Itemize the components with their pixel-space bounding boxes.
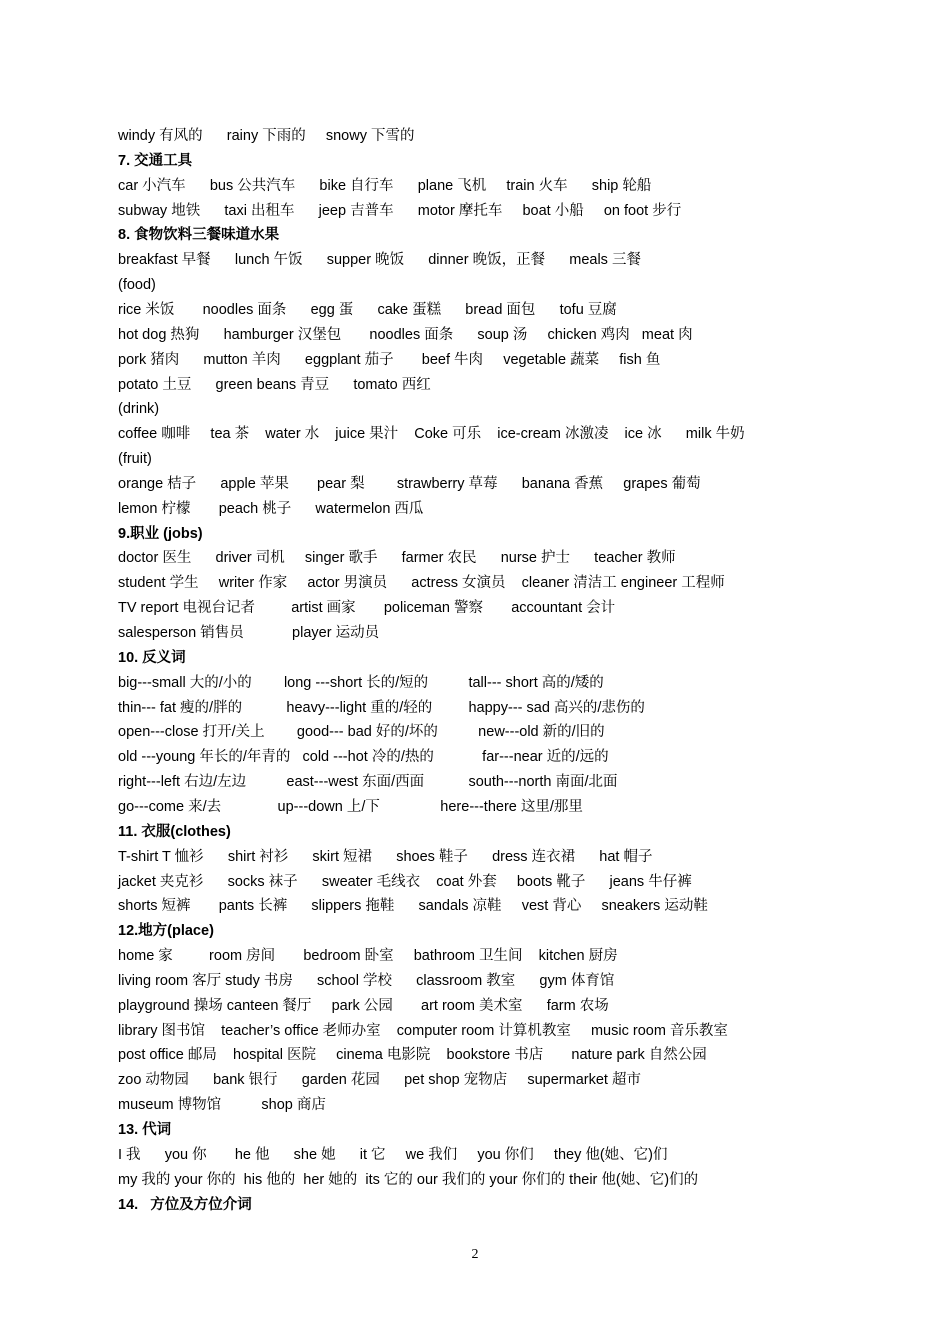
- page-number: 2: [471, 1247, 479, 1262]
- vocab-line: shorts 短裤 pants 长裤 slippers 拖鞋 sandals 凉鞋 vest 背心 sneakers 运动鞋: [118, 898, 708, 915]
- section-heading: 10. 反义词: [118, 649, 186, 666]
- vocab-line: right---left 右边/左边 east---west 东面/西面 south---north 南面/北面: [118, 774, 618, 791]
- vocab-line: subway 地铁 taxi 出租车 jeep 吉普车 motor 摩托车 boat 小船 on foot 步行: [118, 202, 682, 219]
- vocab-line: post office 邮局 hospital 医院 cinema 电影院 bookstore 书店 nature park 自然公园: [118, 1047, 707, 1064]
- vocab-line: potato 土豆 green beans 青豆 tomato 西红: [118, 376, 431, 393]
- vocab-line: lemon 柠檬 peach 桃子 watermelon 西瓜: [118, 500, 424, 517]
- section-heading: 7. 交通工具: [118, 152, 193, 169]
- vocab-line: breakfast 早餐 lunch 午饭 supper 晚饭 dinner 晚饭，正餐 meals 三餐: [118, 252, 641, 269]
- section-heading: 13. 代词: [118, 1122, 172, 1138]
- vocab-line: doctor 医生 driver 司机 singer 歌手 farmer 农民 nurse 护士 teacher 教师: [118, 550, 676, 567]
- section-heading: 9.职业 (jobs): [118, 525, 203, 542]
- section-heading: 8. 食物饮料三餐味道水果: [118, 227, 280, 244]
- section-heading: 12.地方(place): [118, 923, 214, 940]
- vocab-line: living room 客厅 study 书房 school 学校 classroom 教室 gym 体育馆: [118, 972, 615, 989]
- vocab-line: hot dog 热狗 hamburger 汉堡包 noodles 面条 soup 汤 chicken 鸡肉 meat 肉: [118, 326, 693, 343]
- vocab-line: salesperson 销售员 player 运动员: [118, 625, 380, 641]
- vocab-line: (drink): [118, 401, 160, 418]
- vocab-line: jacket 夹克衫 socks 袜子 sweater 毛线衣 coat 外套 boots 靴子 jeans 牛仔裤: [118, 873, 692, 890]
- vocab-line: rice 米饭 noodles 面条 egg 蛋 cake 蛋糕 bread 面包 tofu 豆腐: [118, 301, 617, 318]
- vocab-line: (fruit): [118, 451, 152, 468]
- section-heading: 11. 衣服(clothes): [118, 823, 231, 840]
- vocab-line: museum 博物馆 shop 商店: [118, 1097, 326, 1114]
- vocab-line: I 我 you 你 he 他 she 她 it 它 we 我们 you 你们 they 他(她、它)们: [118, 1146, 668, 1163]
- vocab-line: playground 操场 canteen 餐厅 park 公园 art room 美术室 farm 农场: [118, 997, 609, 1014]
- vocab-line: T-shirt T 恤衫 shirt 衬衫 skirt 短裙 shoes 鞋子 dress 连衣裙 hat 帽子: [118, 848, 653, 865]
- vocab-line: (food): [118, 277, 156, 294]
- vocab-line: go---come 来/去 up---down 上/下 here---there 这里/那里: [118, 798, 583, 815]
- vocab-line: big---small 大的/小的 long ---short 长的/短的 tall--- short 高的/矮的: [118, 674, 604, 691]
- vocab-line: TV report 电视台记者 artist 画家 policeman 警察 accountant 会计: [118, 600, 616, 617]
- vocab-line: student 学生 writer 作家 actor 男演员 actress 女演员 cleaner 清洁工 engineer 工程师: [118, 575, 725, 592]
- vocab-line: open---close 打开/关上 good--- bad 好的/坏的 new---old 新的/旧的: [118, 724, 605, 741]
- vocab-line: my 我的 your 你的 his 他的 her 她的 its 它的 our 我们的 your 你们的 their 他(她、它)们的: [118, 1171, 699, 1188]
- vocab-line: pork 猪肉 mutton 羊肉 eggplant 茄子 beef 牛肉 vegetable 蔬菜 fish 鱼: [118, 351, 661, 368]
- vocab-line: home 家 room 房间 bedroom 卧室 bathroom 卫生间 kitchen 厨房: [118, 948, 618, 965]
- section-heading: 14. 方位及方位介词: [118, 1196, 252, 1213]
- vocab-line: orange 桔子 apple 苹果 pear 梨 strawberry 草莓 banana 香蕉 grapes 葡萄: [118, 475, 701, 492]
- vocab-line: coffee 咖啡 tea 茶 water 水 juice 果汁 Coke 可乐 ice-cream 冰激凌 ice 冰 milk 牛奶: [118, 426, 745, 443]
- vocab-line: car 小汽车 bus 公共汽车 bike 自行车 plane 飞机 train 火车 ship 轮船: [118, 177, 652, 194]
- vocab-line: thin--- fat 瘦的/胖的 heavy---light 重的/轻的 happy--- sad 高兴的/悲伤的: [118, 699, 645, 716]
- vocab-line: windy 有风的 rainy 下雨的 snowy 下雪的: [118, 128, 415, 144]
- vocab-line: library 图书馆 teacher’s office 老师办室 computer room 计算机教室 music room 音乐教室: [118, 1022, 728, 1039]
- vocab-line: old ---young 年长的/年青的 cold ---hot 冷的/热的 far---near 近的/远的: [118, 749, 609, 766]
- vocab-line: zoo 动物园 bank 银行 garden 花园 pet shop 宠物店 supermarket 超市: [118, 1072, 641, 1089]
